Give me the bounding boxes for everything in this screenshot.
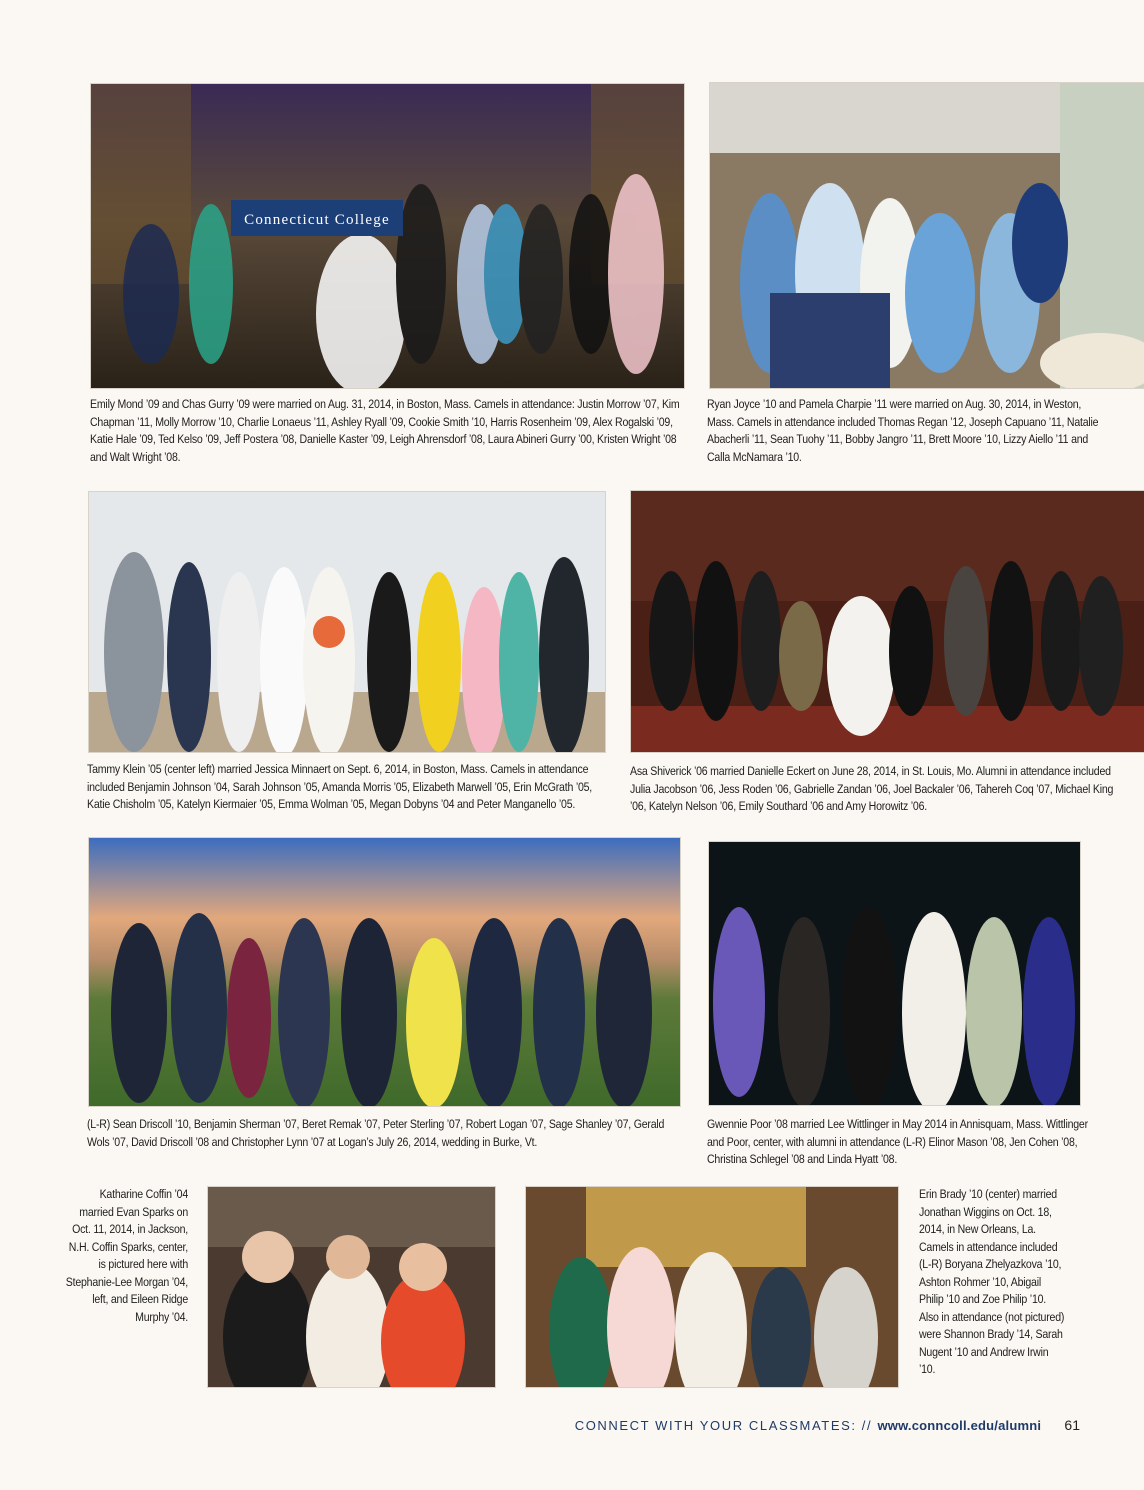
caption-klein-minnaert: Tammy Klein ’05 (center left) married Jessica Minnaert on Sept. 6, 2014, in Boston, Mass. Camels in attendance included Benjamin Johnson ’04, Sarah Johnson ’05, Amanda Morris ’05, Elizabeth Marwell ’05, Erin McGrath ’05, Katie Chisholm ’05, Katelyn Kiermaier ’05, Emma Wolman ’05, Megan Dobyns ’04 and Peter Manganello ’05. <box>87 762 593 811</box>
photo-shiverick-eckert-wedding <box>630 490 1144 753</box>
caption-logan-shanley: (L-R) Sean Driscoll ’10, Benjamin Sherman ’07, Beret Remak ’07, Peter Sterling ’07, Robert Logan ’07, Sage Shanley ’07, Gerald Wols ’07, David Driscoll ’08 and Christopher Lynn ’07 at Logan’s July 26, 2014, wedding in Burke, Vt. <box>87 1117 665 1149</box>
photo-poor-wittlinger-wedding <box>708 841 1081 1106</box>
photo-coffin-sparks-wedding <box>207 1186 496 1388</box>
page-number: 61 <box>1064 1417 1080 1433</box>
banner-text: Connecticut College <box>244 212 390 228</box>
caption-coffin-sparks: Katharine Coffin ’04 married Evan Sparks on Oct. 11, 2014, in Jackson, N.H. Coffin Sparks, center, is pictured here with Stephanie-Lee Morgan ’04, left, and Eileen Ridge Murphy ’04. <box>65 1187 188 1324</box>
photo-joyce-charpie-wedding <box>709 82 1144 389</box>
photo-klein-minnaert-wedding <box>88 491 606 753</box>
caption-shiverick-eckert: Asa Shiverick ’06 married Danielle Eckert on June 28, 2014, in St. Louis, Mo. Alumni in attendance included Julia Jacobson ’06, Jess Roden ’06, Gabrielle Zandan ’06, Joel Backaler ’06, Tahereh Coq ’07, Michael King ’06, Katelyn Nelson ’06, Emily Southard ’06 and Amy Horowitz ’06. <box>630 764 1114 813</box>
caption-brady-wiggins: Erin Brady ’10 (center) married Jonathan Wiggins on Oct. 18, 2014, in New Orleans, La. Camels in attendance included (L-R) Boryana Zhelyazkova ’10, Ashton Rohmer ’10, Abigail Philip ’10 and Zoe Philip ’10. Also in attendance (not pictured) were Shannon Brady ’14, Sarah Nugent ’10 and Andrew Irwin ’10. <box>919 1187 1065 1376</box>
photo-mond-gurry-wedding <box>90 83 685 389</box>
footer-separator: // <box>861 1418 873 1433</box>
page-footer <box>560 1417 1080 1441</box>
footer-prompt: CONNECT WITH YOUR CLASSMATES: <box>574 1418 857 1433</box>
photo-brady-wiggins-wedding <box>525 1186 899 1388</box>
caption-joyce-charpie: Ryan Joyce ’10 and Pamela Charpie ’11 were married on Aug. 30, 2014, in Weston, Mass. Camels in attendance included Thomas Regan ’12, Joseph Capuano ’11, Natalie Abacherli ’11, Sean Tuohy ’11, Bobby Jangro ’11, Brett Moore ’10, Lizzy Aiello ’11 and Calla McNamara ’10. <box>707 397 1099 464</box>
alumni-url-link[interactable]: www.conncoll.edu/alumni <box>877 1418 1042 1433</box>
photo-logan-shanley-wedding <box>88 837 681 1107</box>
caption-poor-wittlinger: Gwennie Poor ’08 married Lee Wittlinger in May 2014 in Annisquam, Mass. Wittlinger and Poor, center, with alumni in attendance (L-R) Elinor Mason ’08, Jen Cohen ’08, Christina Schlegel ’08 and Linda Hyatt ’08. <box>707 1117 1088 1166</box>
caption-mond-gurry: Emily Mond ’09 and Chas Gurry ’09 were married on Aug. 31, 2014, in Boston, Mass. Camels in attendance: Justin Morrow ’07, Kim Chapman ’11, Molly Morrow ’10, Charlie Lonaeus ’11, Ashley Ryall ’09, Cookie Smith ’10, Harris Rosenheim ’09, Alex Rogalski ’09, Katie Hale ’09, Ted Kelso ’09, Jeff Postera ’08, Danielle Kaster ’09, Leigh Ahrensdorf ’08, Laura Abineri Gurry ’00, Kristen Wright ’08 and Walt Wright ’08. <box>90 397 680 464</box>
